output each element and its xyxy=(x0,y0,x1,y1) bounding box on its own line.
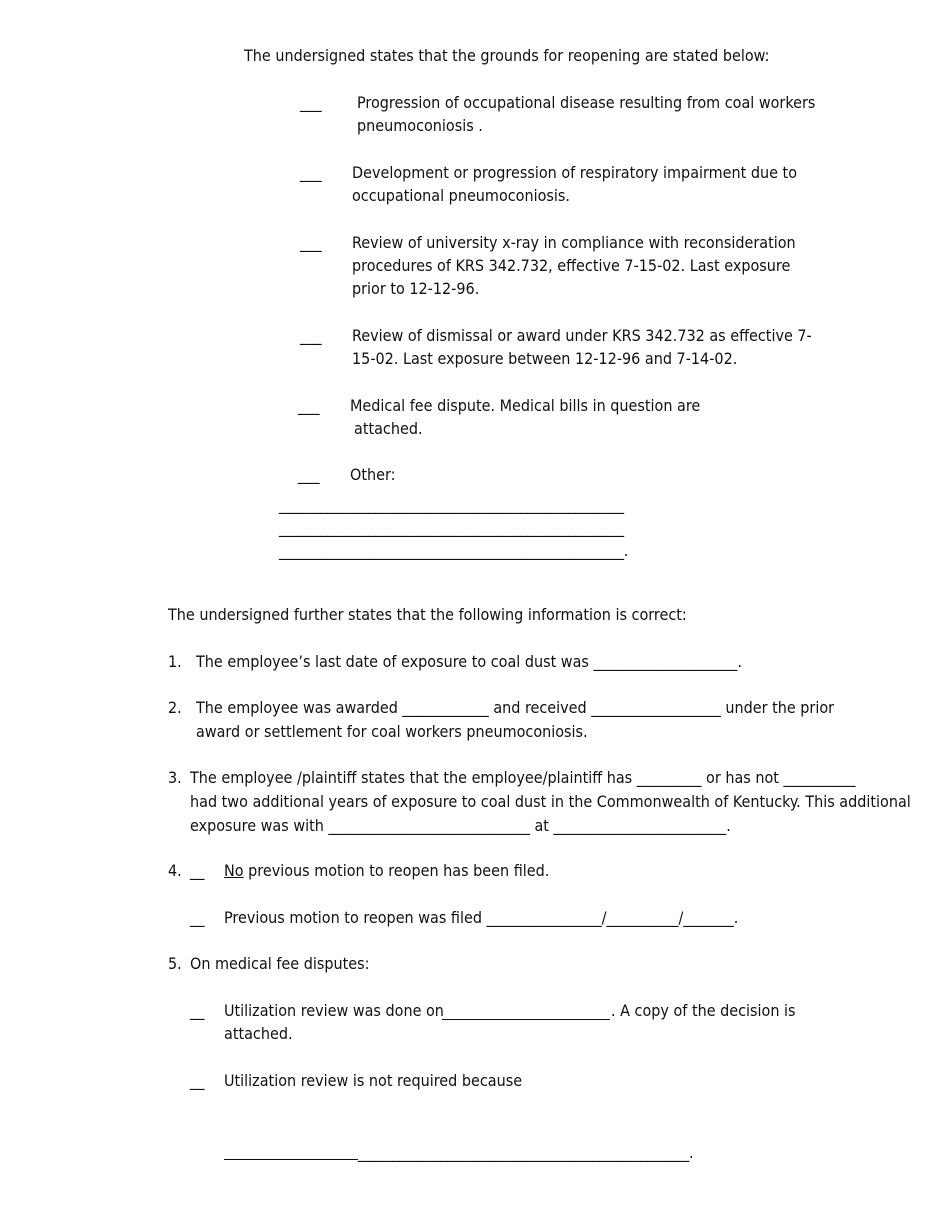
item-number: 1. xyxy=(168,652,182,671)
no-motion-text: previous motion to reopen has been filed. xyxy=(243,861,550,880)
grounds-item-text: Other: xyxy=(350,465,396,484)
grounds-item-text: Review of university x-ray in compliance with reconsideration xyxy=(352,233,796,252)
item-number: 3. xyxy=(168,768,182,787)
other-fill-line[interactable]: __________________________________________________ xyxy=(279,518,624,537)
utilization-not-required-checkbox-blank[interactable]: __ xyxy=(190,1071,205,1090)
grounds-heading: The undersigned states that the grounds for reopening are stated below: xyxy=(244,46,770,65)
grounds-checkbox-blank[interactable]: ___ xyxy=(300,93,322,112)
other-fill-line[interactable]: __________________________________________________ xyxy=(279,495,624,514)
medical-fee-heading: On medical fee disputes: xyxy=(190,954,370,973)
exposure-statement[interactable]: The employee /plaintiff states that the employee/plaintiff has _________ or has not __________ xyxy=(190,768,856,787)
item-number: 4. xyxy=(168,861,182,880)
grounds-item-text: pneumoconiosis . xyxy=(357,116,483,135)
previous-motion-statement[interactable]: Previous motion to reopen was filed ________________/__________/_______. xyxy=(224,908,739,927)
grounds-item-text: Development or progression of respiratory impairment due to xyxy=(352,163,797,182)
no-motion-statement xyxy=(224,859,549,882)
utilization-done-checkbox-blank[interactable]: __ xyxy=(190,1001,205,1020)
grounds-item-text: Medical fee dispute. Medical bills in question are xyxy=(350,396,701,415)
grounds-checkbox-blank[interactable]: ___ xyxy=(298,465,320,484)
grounds-item-text: Progression of occupational disease resulting from coal workers xyxy=(357,93,816,112)
grounds-checkbox-blank[interactable]: ___ xyxy=(300,233,322,252)
grounds-checkbox-blank[interactable]: ___ xyxy=(300,163,322,182)
grounds-item-text: 15-02. Last exposure between 12-12-96 and 7-14-02. xyxy=(352,349,738,368)
reason-fill-line[interactable]: ________________________________________________. xyxy=(358,1143,694,1162)
grounds-item-text: prior to 12-12-96. xyxy=(352,279,480,298)
exposure-date-statement[interactable]: The employee’s last date of exposure to coal dust was ____________________. xyxy=(196,652,742,671)
grounds-checkbox-blank[interactable]: ___ xyxy=(300,326,322,345)
no-motion-checkbox-blank[interactable]: __ xyxy=(190,861,205,880)
utilization-date-field[interactable] xyxy=(442,1019,610,1020)
utilization-done-text: . A copy of the decision is xyxy=(611,1001,796,1020)
grounds-item-text: occupational pneumoconiosis. xyxy=(352,186,570,205)
info-heading: The undersigned further states that the following information is correct: xyxy=(168,605,687,624)
grounds-item-text: Review of dismissal or award under KRS 342.732 as effective 7- xyxy=(352,326,812,345)
utilization-done-text-cont: attached. xyxy=(224,1024,293,1043)
utilization-done-label: Utilization review was done on xyxy=(224,1001,444,1020)
exposure-employer-line[interactable]: exposure was with ____________________________ at ________________________. xyxy=(190,816,731,835)
other-fill-line[interactable]: __________________________________________________. xyxy=(279,541,629,560)
exposure-statement-cont: had two additional years of exposure to coal dust in the Commonwealth of Kentucky. This additional xyxy=(190,792,911,811)
utilization-not-required-label: Utilization review is not required because xyxy=(224,1071,523,1090)
grounds-checkbox-blank[interactable]: ___ xyxy=(298,396,320,415)
item-number: 2. xyxy=(168,698,182,717)
item-number: 5. xyxy=(168,954,182,973)
award-statement[interactable]: The employee was awarded ____________ and received __________________ under the prior xyxy=(196,698,835,717)
award-statement-cont: award or settlement for coal workers pneumoconiosis. xyxy=(196,722,588,741)
no-emphasis: No xyxy=(224,861,244,880)
grounds-item-text: attached. xyxy=(354,419,423,438)
previous-motion-checkbox-blank[interactable]: __ xyxy=(190,908,205,927)
grounds-item-text: procedures of KRS 342.732, effective 7-15-02. Last exposure xyxy=(352,256,791,275)
reason-field-start[interactable] xyxy=(224,1159,358,1160)
